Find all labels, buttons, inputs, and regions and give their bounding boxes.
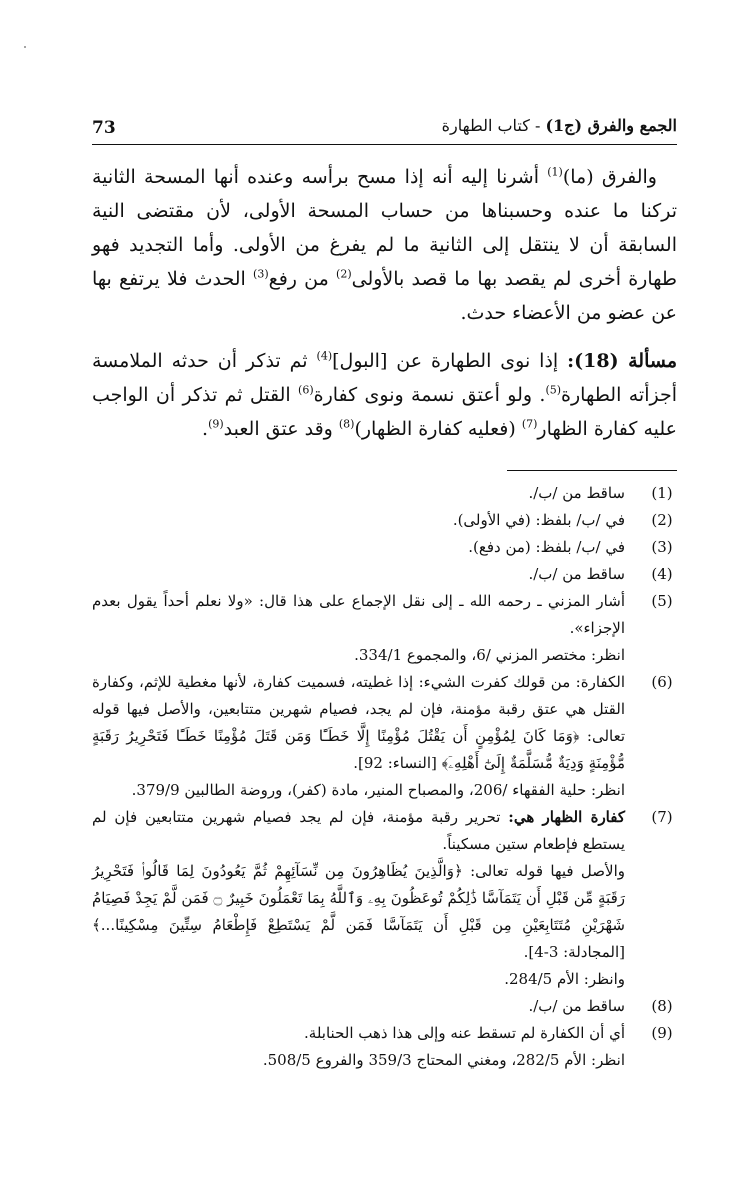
text-run: القتل ثم تذكر أن الواجب عليه كفارة الظهار (92, 384, 677, 440)
paragraph-1 (92, 160, 677, 330)
footnote-ref: (5) (545, 383, 562, 397)
footnote-verse: والأصل فيها قوله تعالى: ﴿وَالَّذِينَ يُظَاهِرُونَ مِن نِّسَآئِهِمْ ثُمَّ يَعُودُونَ لِمَا قَالُوا۟ فَتَحْرِيرُ رَقَبَةٍ مِّن قَبْلِ أَن يَتَمَآسَّا ذَٰلِكُمْ تُوعَظُونَ بِهِۦ وَٱللَّهُ بِمَا تَعْمَلُونَ خَبِيرٌ ۝ فَمَن لَّمْ يَجِدْ فَصِيَامُ شَهْرَيْنِ مُتَتَابِعَيْنِ مِن قَبْلِ أَن يَتَمَآسَّا فَمَن لَّمْ يَسْتَطِعْ فَإِطْعَامُ سِتِّينَ مِسْكِينًا...﴾ [المجادلة: 3-4]. (92, 862, 625, 961)
term-label: كفارة الظهار هي: (508, 808, 625, 826)
footnote-number: (6) (651, 673, 673, 691)
footnote-text: أشار المزني ـ رحمه الله ـ إلى نقل الإجماع على هذا قال: «ولا نعلم أحداً يقول بعدم الإجزاء». (92, 592, 625, 637)
footnote-number: (1) (651, 484, 673, 502)
footnote-separator (507, 470, 677, 471)
footnote-ref: (9) (208, 417, 224, 431)
footnote-number: (3) (651, 538, 673, 556)
text-run: وقد عتق العبد (223, 418, 339, 440)
text-run: والفرق (ما) (562, 166, 657, 188)
footnote-number: (8) (651, 997, 673, 1015)
running-header (92, 114, 677, 145)
footnote-number: (7) (651, 808, 673, 826)
footnote-ref: (3) (253, 267, 269, 281)
footnote-ref: (2) (336, 267, 352, 281)
footnote-number: (5) (651, 592, 673, 610)
footnote-text: ساقط من /ب/. (528, 565, 625, 583)
text-run: الحدث فلا يرتفع بها عن عضو من الأعضاء حدث. (92, 268, 677, 324)
text-run: أشرنا إليه أنه إذا مسح برأسه وعنده أنها المسحة الثانية تركنا ما عنده وحسبناها من حساب المسحة الأولى، لأن مقتضى النية السابقة أن لا ينتقل إلى الثانية ما لم يفرغ من الأولى. وأما التجديد فهو طهارة أخرى لم يقصد بها ما قصد بالأولى (92, 166, 677, 290)
main-text (92, 160, 677, 446)
footnote-8 (92, 993, 677, 1020)
footnote-ref: (6) (298, 383, 314, 397)
footnote-reference-line: انظر: مختصر المزني /6، والمجموع 334/1. (354, 646, 625, 664)
footnote-number: (4) (651, 565, 673, 583)
footnote-text: في /ب/ بلفظ: (في الأولى). (452, 511, 625, 529)
footnote-text: الكفارة: من قولك كفرت الشيء: إذا غطيته، فسميت كفارة، لأنها مغطية للإثم، وكفارة القتل هي عتق رقبة مؤمنة، فإن لم يجد، فصيام شهرين متتابعين، والأصل فيها قوله تعالى: ﴿وَمَا كَانَ لِمُؤْمِنٍ أَن يَقْتُلَ مُؤْمِنًا إِلَّا خَطَـًٔا وَمَن قَتَلَ مُؤْمِنًا خَطَـًٔا فَتَحْرِيرُ رَقَبَةٍ مُّؤْمِنَةٍ وَدِيَةٌ مُّسَلَّمَةٌ إِلَىٰٓ أَهْلِهِۦٓ﴾ [النساء: 92]. (92, 673, 625, 772)
footnote-4 (92, 561, 677, 588)
footnote-5 (92, 588, 677, 669)
footnote-text: ساقط من /ب/. (528, 997, 625, 1015)
book-title: الجمع والفرق (ج1) (545, 116, 677, 135)
footnote-ref: (4) (316, 349, 333, 363)
footnote-text: ساقط من /ب/. (528, 484, 625, 502)
running-head (442, 116, 677, 135)
footnote-1 (92, 480, 677, 507)
text-run: . (202, 418, 209, 440)
footnotes (92, 480, 677, 1074)
footnote-text: أي أن الكفارة لم تسقط عنه وإلى هذا ذهب الحنابلة. (304, 1024, 625, 1042)
text-run: إذا نوى الطهارة عن [البول] (332, 350, 568, 372)
issue-label: مسألة (18): (567, 350, 677, 372)
footnote-text (92, 804, 625, 858)
footnote-3 (92, 534, 677, 561)
footnote-number: (9) (651, 1024, 673, 1042)
text-run: . ولو أعتق نسمة ونوى كفارة (313, 384, 546, 406)
text-run: (فعليه كفارة الظهار) (354, 418, 522, 440)
paragraph-masala-18 (92, 344, 677, 446)
footnote-number: (2) (651, 511, 673, 529)
footnote-7 (92, 804, 677, 993)
footnote-ref: (8) (338, 417, 355, 431)
footnote-ref: (1) (547, 165, 563, 179)
page-number: 73 (92, 118, 116, 138)
footnote-text: في /ب/ بلفظ: (من دفع). (468, 538, 625, 556)
footnote-reference-line: انظر: حلية الفقهاء /206، والمصباح المنير، مادة (كفر)، وروضة الطالبين 379/9. (131, 781, 625, 799)
text-run: ثم تذكر أن حدثه الملامسة أجزأته الطهارة (92, 350, 677, 406)
footnote-reference-line: انظر: الأم 282/5، ومغني المحتاج 359/3 والفروع 508/5. (262, 1051, 625, 1069)
scan-speck (24, 46, 26, 48)
text-run: تحرير رقبة مؤمنة، فإن لم يجد فصيام شهرين متتابعين فإن لم يستطع فإطعام ستين مسكيناً. (92, 808, 625, 853)
footnote-2 (92, 507, 677, 534)
footnote-6 (92, 669, 677, 804)
footnote-9 (92, 1020, 677, 1074)
chapter-title: - كتاب الطهارة (441, 116, 546, 135)
footnote-ref: (7) (521, 417, 538, 431)
text-run: من رفع (268, 268, 337, 290)
footnote-reference-line: وانظر: الأم 284/5. (504, 970, 625, 988)
